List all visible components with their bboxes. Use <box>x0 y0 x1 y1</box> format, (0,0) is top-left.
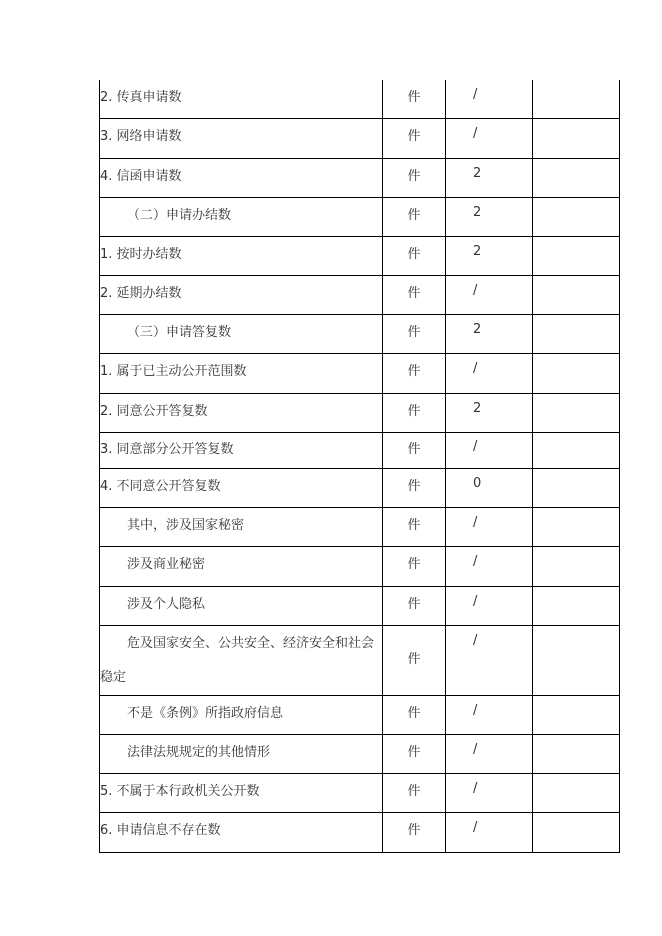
unit-cell: 件 <box>382 80 445 118</box>
label-line-1: 危及国家安全、公共安全、经济安全和社会 <box>127 636 375 651</box>
item-label <box>99 774 382 812</box>
note-cell <box>532 433 620 468</box>
note-cell <box>532 735 620 773</box>
unit-cell: 件 <box>382 119 445 158</box>
table-row <box>99 237 620 276</box>
unit-cell: 件 <box>382 587 445 625</box>
table-row <box>99 276 620 315</box>
unit-cell: 件 <box>382 696 445 734</box>
value-text: / <box>473 820 478 835</box>
table-row <box>99 469 620 508</box>
item-label <box>99 119 382 158</box>
statistics-table <box>99 80 620 853</box>
label-text: 4. 信函申请数 <box>100 169 182 184</box>
value-cell <box>445 547 532 586</box>
value-cell <box>445 315 532 353</box>
value-cell <box>445 626 532 695</box>
item-label <box>99 547 382 586</box>
value-cell <box>445 80 532 118</box>
label-text: 其中，涉及国家秘密 <box>127 518 245 533</box>
label-multiline <box>100 627 382 695</box>
unit-cell: 件 <box>382 394 445 432</box>
unit-cell: 件 <box>382 159 445 197</box>
value-cell <box>445 735 532 773</box>
value-text: 2 <box>473 205 482 220</box>
value-cell <box>445 433 532 468</box>
note-cell <box>532 159 620 197</box>
note-cell <box>532 813 620 852</box>
value-text: 2 <box>473 166 482 181</box>
label-text: 2. 延期办结数 <box>100 286 182 301</box>
item-label <box>99 587 382 625</box>
value-cell <box>445 508 532 546</box>
label-text: 涉及个人隐私 <box>127 597 206 612</box>
table-row <box>99 774 620 813</box>
unit-cell: 件 <box>382 469 445 507</box>
value-cell <box>445 159 532 197</box>
value-text: / <box>473 594 478 609</box>
note-cell <box>532 315 620 353</box>
value-text: 2 <box>473 401 482 416</box>
item-label <box>99 237 382 275</box>
table-row <box>99 587 620 626</box>
note-cell <box>532 394 620 432</box>
unit-cell: 件 <box>382 626 445 695</box>
table-row <box>99 119 620 159</box>
label-text: 1. 按时办结数 <box>100 247 182 262</box>
value-text: / <box>473 361 478 376</box>
note-cell <box>532 119 620 158</box>
note-cell <box>532 237 620 275</box>
label-text: 4. 不同意公开答复数 <box>100 479 221 494</box>
value-text: / <box>473 283 478 298</box>
unit-cell: 件 <box>382 276 445 314</box>
unit-cell: 件 <box>382 547 445 586</box>
item-label <box>99 508 382 546</box>
value-text: / <box>473 633 478 648</box>
note-cell <box>532 469 620 507</box>
note-cell <box>532 587 620 625</box>
table-row <box>99 80 620 119</box>
label-text: 3. 同意部分公开答复数 <box>100 442 234 457</box>
value-text: / <box>473 439 478 454</box>
value-text: 2 <box>473 322 482 337</box>
value-cell <box>445 276 532 314</box>
value-text: / <box>473 742 478 757</box>
item-label <box>99 159 382 197</box>
label-text: （二）申请办结数 <box>127 208 232 223</box>
item-label <box>99 735 382 773</box>
note-cell <box>532 696 620 734</box>
item-label <box>99 433 382 468</box>
table-row <box>99 315 620 354</box>
item-label <box>99 469 382 507</box>
value-cell <box>445 774 532 812</box>
unit-cell: 件 <box>382 508 445 546</box>
unit-cell: 件 <box>382 433 445 468</box>
value-text: / <box>473 126 478 141</box>
label-text: 涉及商业秘密 <box>127 557 206 572</box>
table-row <box>99 547 620 587</box>
table-row <box>99 394 620 433</box>
label-text: 法律法规规定的其他情形 <box>127 745 271 760</box>
table-row <box>99 433 620 469</box>
item-label <box>99 813 382 852</box>
label-text: 2. 传真申请数 <box>100 90 182 105</box>
label-text: 5. 不属于本行政机关公开数 <box>100 784 260 799</box>
unit-cell: 件 <box>382 774 445 812</box>
label-text: 6. 申请信息不存在数 <box>100 823 221 838</box>
note-cell <box>532 508 620 546</box>
item-label <box>99 80 382 118</box>
item-label <box>99 315 382 353</box>
value-cell <box>445 237 532 275</box>
table-row <box>99 159 620 198</box>
label-line-2: 稳定 <box>100 670 127 685</box>
value-text: / <box>473 703 478 718</box>
unit-cell: 件 <box>382 315 445 353</box>
note-cell <box>532 547 620 586</box>
note-cell <box>532 80 620 118</box>
label-text: 2. 同意公开答复数 <box>100 404 208 419</box>
unit-cell: 件 <box>382 237 445 275</box>
value-text: / <box>473 515 478 530</box>
table-row <box>99 354 620 394</box>
note-cell <box>532 774 620 812</box>
label-text: （三）申请答复数 <box>127 325 232 340</box>
label-text: 3. 网络申请数 <box>100 129 182 144</box>
value-cell <box>445 354 532 393</box>
label-text: 1. 属于已主动公开范围数 <box>100 364 247 379</box>
note-cell <box>532 626 620 695</box>
table-row <box>99 735 620 774</box>
table-row <box>99 198 620 237</box>
item-label <box>99 354 382 393</box>
table-row <box>99 626 620 696</box>
item-label <box>99 626 382 695</box>
label-text: 不是《条例》所指政府信息 <box>127 706 284 721</box>
value-cell <box>445 394 532 432</box>
unit-cell: 件 <box>382 354 445 393</box>
item-label <box>99 198 382 236</box>
unit-cell: 件 <box>382 813 445 852</box>
value-cell <box>445 469 532 507</box>
value-cell <box>445 813 532 852</box>
value-text: / <box>473 554 478 569</box>
note-cell <box>532 354 620 393</box>
note-cell <box>532 276 620 314</box>
note-cell <box>532 198 620 236</box>
unit-cell: 件 <box>382 198 445 236</box>
item-label <box>99 276 382 314</box>
value-cell <box>445 587 532 625</box>
value-text: 0 <box>473 476 482 491</box>
value-text: / <box>473 781 478 796</box>
unit-cell: 件 <box>382 735 445 773</box>
value-text: 2 <box>473 244 482 259</box>
value-cell <box>445 696 532 734</box>
value-cell <box>445 198 532 236</box>
item-label <box>99 696 382 734</box>
table-row <box>99 696 620 735</box>
item-label <box>99 394 382 432</box>
table-row <box>99 813 620 853</box>
table-row <box>99 508 620 547</box>
value-text: / <box>473 87 478 102</box>
value-cell <box>445 119 532 158</box>
